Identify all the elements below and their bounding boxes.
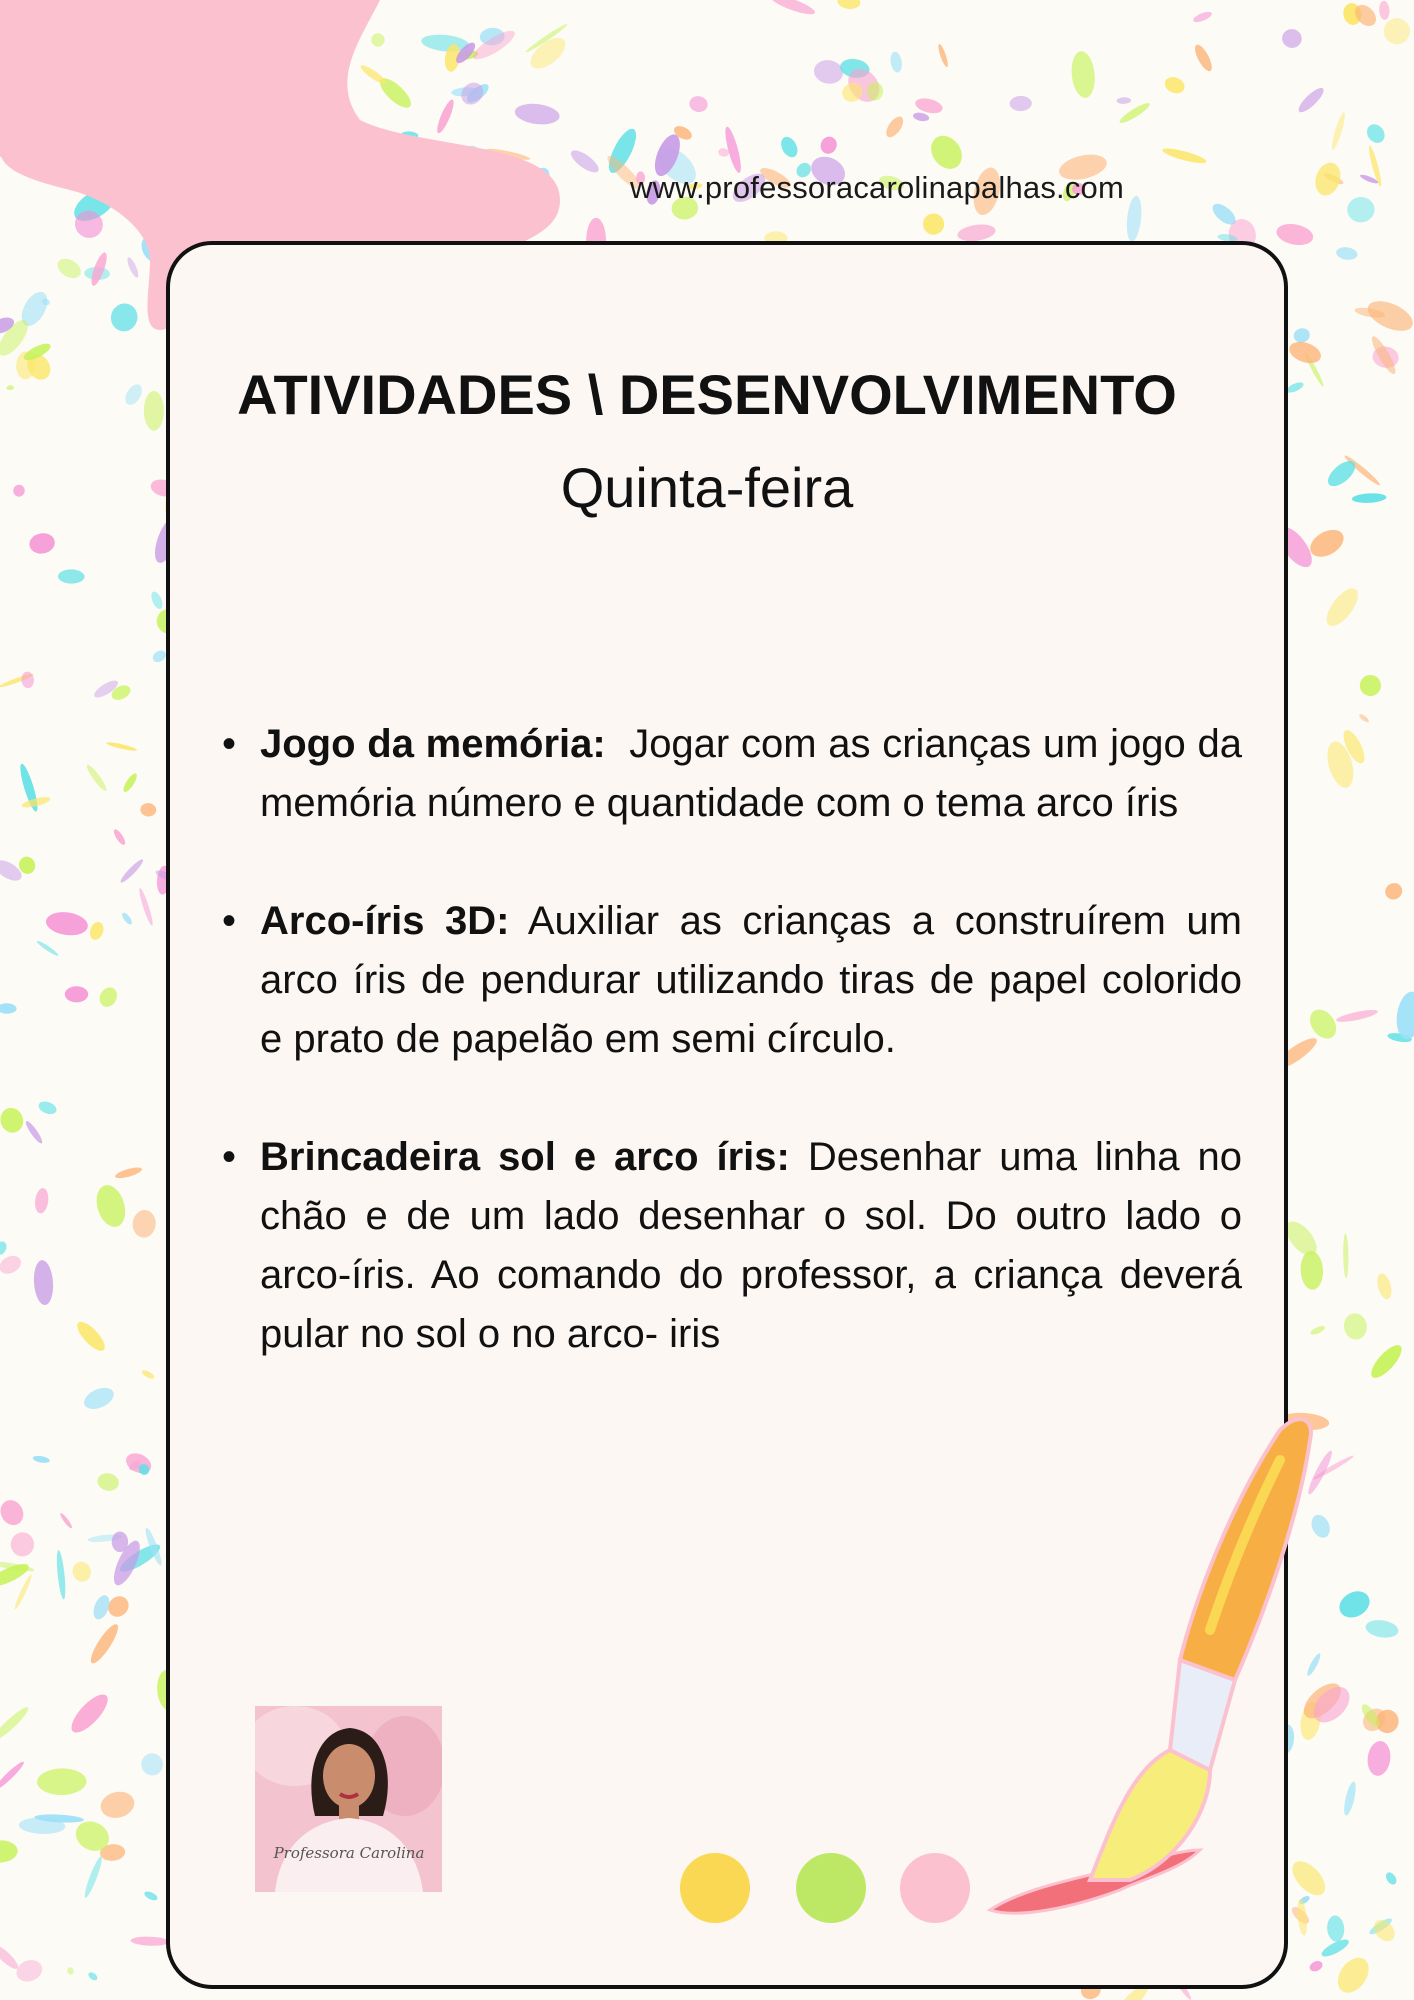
activity-description: Jogar com as crianças um jogo da memória número e quantidade com o tema arco íris — [260, 722, 1243, 825]
paintbrush-icon — [980, 1410, 1340, 1930]
bullet-icon: • — [222, 899, 237, 943]
list-item — [220, 1128, 1242, 1364]
bullet-icon: • — [222, 1135, 237, 1179]
list-item — [220, 892, 1242, 1069]
shirt-text: Professora Carolina — [273, 1844, 425, 1862]
activity-description: Desenhar uma linha no chão e de um lado desenhar o sol. Do outro lado o arco-íris. Ao comando do professor, a criança deverá pular no sol o no arco- iris — [260, 1135, 1242, 1356]
page-title: ATIVIDADES \ DESENVOLVIMENTO — [237, 363, 1177, 426]
activity-name: Arco-íris 3D: — [260, 899, 510, 943]
website-url[interactable]: www.professoracarolinapalhas.com — [630, 170, 1125, 205]
green-dot — [796, 1853, 866, 1923]
yellow-dot — [680, 1853, 750, 1923]
activity-description: Auxiliar as crianças a construírem um arco íris de pendurar utilizando tiras de papel colorido e prato de papelão em semi círculo. — [260, 899, 1243, 1061]
day-subtitle: Quinta-feira — [560, 456, 854, 519]
list-item — [220, 715, 1242, 833]
teacher-photo — [255, 1706, 442, 1892]
activity-list — [220, 715, 1242, 1423]
pink-dot — [900, 1853, 970, 1923]
bullet-icon: • — [222, 722, 237, 766]
activity-name: Jogo da memória: — [260, 722, 606, 766]
activity-name: Brincadeira sol e arco íris: — [260, 1135, 790, 1179]
